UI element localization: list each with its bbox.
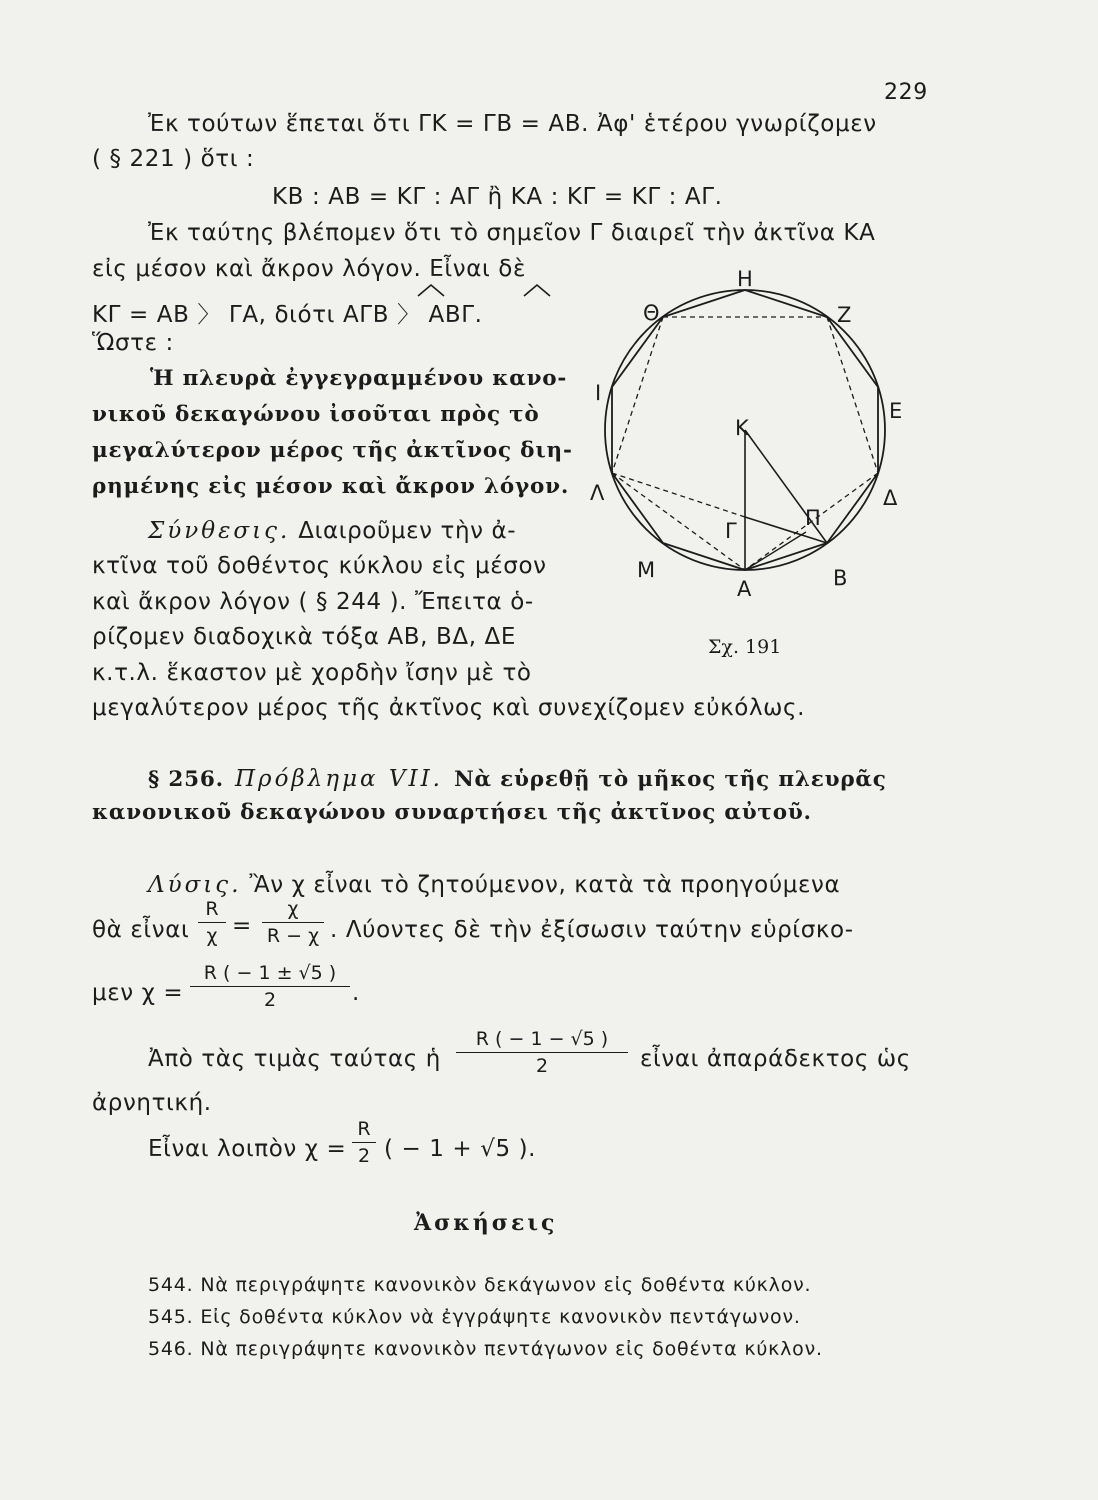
figure-caption: Σχ. 191 bbox=[708, 636, 782, 658]
theorem-line: μεγαλύτερον μέρος τῆς ἀκτῖνος διη- bbox=[92, 438, 573, 463]
label-zeta: Ζ bbox=[837, 303, 852, 327]
label-epsilon: Ε bbox=[889, 399, 903, 423]
synthesis-line-4: ρίζομεν διαδοχικὰ τόξα ΑΒ, ΒΔ, ΔΕ bbox=[92, 624, 516, 650]
theorem-line: ρημένης εἰς μέσον καὶ ἄκρον λόγον. bbox=[92, 474, 570, 499]
label-theta: Θ bbox=[643, 301, 660, 325]
exercise-item: 544. Νὰ περιγράψητε κανονικὸν δεκάγωνον εἰς δοθέντα κύκλον. bbox=[148, 1274, 812, 1296]
theorem-line: νικοῦ δεκαγώνου ἰσοῦται πρὸς τὸ bbox=[92, 402, 540, 427]
problem-label: Πρόβλημα VII. bbox=[235, 766, 443, 792]
fraction-x-over-r-minus-x: χ R − χ bbox=[262, 898, 324, 947]
construction-lines bbox=[663, 430, 827, 570]
text-line-7: Ὥστε : bbox=[92, 330, 174, 356]
synthesis-line-5: κ.τ.λ. ἕκαστον μὲ χορδὴν ἴσην μὲ τὸ bbox=[92, 660, 532, 686]
label-gamma: Γ bbox=[725, 519, 737, 543]
synthesis-label: Σύνθεσις. bbox=[148, 518, 291, 544]
inequality-line: ΚΓ = ΑΒ 〉 ΓΑ, διότι ΑΓΒ 〉 ΑΒΓ. bbox=[92, 302, 483, 328]
text-line-5: εἰς μέσον καὶ ἄκρον λόγον. Εἶναι δὲ bbox=[92, 256, 527, 282]
exercise-item: 545. Εἰς δοθέντα κύκλον νὰ ἐγγράψητε κανονικὸν πεντάγωνον. bbox=[148, 1306, 801, 1328]
synthesis-line-6: μεγαλύτερον μέρος τῆς ἀκτῖνος καὶ συνεχίζομεν εὐκόλως. bbox=[92, 695, 806, 721]
exercise-item: 546. Νὰ περιγράψητε κανονικὸν πεντάγωνον εἰς δοθέντα κύκλον. bbox=[148, 1338, 823, 1360]
synthesis-text: Διαιροῦμεν τὴν ἀ- bbox=[298, 518, 517, 544]
label-mu: Μ bbox=[637, 558, 656, 582]
label-pi: Π bbox=[805, 506, 821, 530]
label-lambda: Λ bbox=[590, 481, 605, 505]
label-alpha: Α bbox=[737, 577, 752, 601]
theorem-line: Ἡ πλευρὰ ἐγγεγραμμένου κανο- bbox=[150, 366, 568, 391]
label-eta: Η bbox=[737, 270, 753, 291]
fraction-rejected-root: R ( − 1 − √5 ) 2 bbox=[456, 1028, 628, 1077]
equals-sign: = bbox=[232, 913, 252, 939]
solution-text: Ἂν χ εἶναι τὸ ζητούμενον, κατὰ τὰ προηγούμενα bbox=[249, 872, 841, 898]
fraction-general-solution: R ( − 1 ± √5 ) 2 bbox=[190, 962, 350, 1011]
problem-heading-line-1 bbox=[148, 766, 887, 792]
solution-line-4-start: Ἀπὸ τὰς τιμὰς ταύτας ἡ bbox=[148, 1046, 441, 1072]
solution-line-3-start: μεν χ = bbox=[92, 980, 184, 1006]
proportion-equation: ΚΒ : ΑΒ = ΚΓ : ΑΓ ἢ ΚΑ : ΚΓ = ΚΓ : ΑΓ. bbox=[272, 184, 723, 210]
problem-number: § 256. bbox=[148, 767, 224, 792]
label-beta: Β bbox=[833, 566, 848, 590]
decagon-figure bbox=[585, 270, 915, 630]
label-delta: Δ bbox=[883, 486, 898, 510]
angle-hat-marks bbox=[400, 282, 600, 298]
fraction-r-over-2: R 2 bbox=[352, 1118, 376, 1167]
text-line-2: ( § 221 ) ὅτι : bbox=[92, 146, 255, 172]
exercises-heading: Ἀσκήσεις bbox=[414, 1210, 558, 1236]
label-iota: Ι bbox=[595, 381, 602, 405]
solution-line-3-end: . bbox=[352, 980, 360, 1006]
fraction-r-over-x: R χ bbox=[198, 898, 226, 947]
problem-title: Νὰ εὑρεθῇ τὸ μῆκος τῆς πλευρᾶς bbox=[454, 767, 887, 792]
solution-line-6-rest: ( − 1 + √5 ). bbox=[384, 1136, 537, 1162]
synthesis-line-2: κτῖνα τοῦ δοθέντος κύκλου εἰς μέσον bbox=[92, 553, 547, 579]
solution-line-5: ἀρνητική. bbox=[92, 1090, 212, 1116]
synthesis-line-1 bbox=[148, 518, 516, 544]
label-kappa: Κ bbox=[735, 416, 749, 440]
text-line-4: Ἐκ ταύτης βλέπομεν ὅτι τὸ σημεῖον Γ διαιρεῖ τὴν ἀκτῖνα ΚΑ bbox=[148, 220, 876, 246]
problem-heading-line-2: κανονικοῦ δεκαγώνου συναρτήσει τῆς ἀκτῖνος αὐτοῦ. bbox=[92, 800, 812, 825]
solution-line-2-start: θὰ εἶναι bbox=[92, 917, 190, 943]
point-labels bbox=[590, 270, 902, 601]
solution-label: Λύσις. bbox=[148, 872, 242, 898]
synthesis-line-3: καὶ ἄκρον λόγον ( § 244 ). Ἔπειτα ὁ- bbox=[92, 589, 534, 615]
solution-line-1 bbox=[148, 872, 840, 898]
solution-line-4-rest: εἶναι ἀπαράδεκτος ὡς bbox=[640, 1046, 911, 1072]
solution-line-2-rest: . Λύοντες δὲ τὴν ἐξίσωσιν ταύτην εὑρίσκο- bbox=[330, 917, 854, 943]
text-line-1: Ἐκ τούτων ἕπεται ὅτι ΓΚ = ΓΒ = ΑΒ. Ἀφ' ἑτέρου γνωρίζομεν bbox=[148, 111, 877, 137]
solution-line-6-start: Εἶναι λοιπὸν χ = bbox=[148, 1136, 347, 1162]
page-number: 229 bbox=[884, 80, 928, 105]
